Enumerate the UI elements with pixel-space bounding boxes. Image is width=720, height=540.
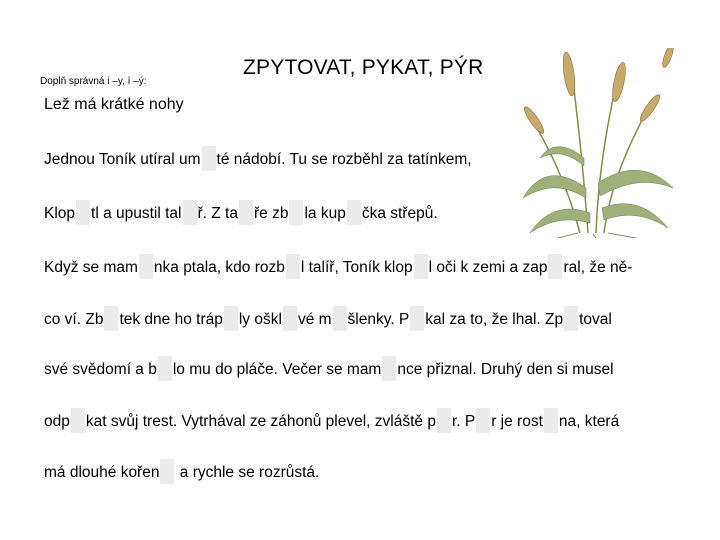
blank-gap[interactable] [333, 306, 347, 331]
blank-gap[interactable] [158, 356, 172, 381]
text-segment: co ví. Zb [44, 311, 104, 328]
blank-gap[interactable] [286, 254, 300, 279]
blank-gap[interactable] [76, 200, 90, 225]
text-segment: kat svůj trest. Vytrhával ze záhonů plevel, zvláště p [85, 413, 436, 430]
text-segment: toval [579, 311, 612, 328]
text-segment: Jednou Toník utíral um [44, 151, 201, 168]
exercise-line [44, 306, 612, 331]
text-segment: odp [44, 413, 70, 430]
text-segment: má dlouhé kořen [44, 464, 160, 481]
text-segment: ř. Z ta [197, 205, 238, 222]
exercise-line [44, 254, 632, 279]
text-segment: Klop [44, 205, 76, 222]
text-segment: nka ptala, kdo rozb [153, 259, 285, 276]
blank-gap[interactable] [544, 408, 558, 433]
subtitle: Lež má krátké nohy [44, 96, 184, 113]
text-segment: té nádobí. Tu se rozběhl za tatínkem, [216, 151, 472, 168]
blank-gap[interactable] [548, 254, 562, 279]
page-title: ZPYTOVAT, PYKAT, PÝR [243, 56, 484, 79]
text-segment: ly oškl [238, 311, 282, 328]
text-segment: vé m [297, 311, 332, 328]
blank-gap[interactable] [414, 254, 428, 279]
text-segment: své svědomí a b [44, 361, 157, 378]
blank-gap[interactable] [202, 146, 216, 171]
text-segment: kal za to, že lhal. Zp [425, 311, 564, 328]
blank-gap[interactable] [239, 200, 253, 225]
text-segment: čka střepů. [361, 205, 438, 222]
text-segment: tek dne ho tráp [119, 311, 223, 328]
blank-gap[interactable] [382, 356, 396, 381]
exercise-line [44, 408, 619, 433]
blank-gap[interactable] [224, 306, 238, 331]
text-segment: a rychle se rozrůstá. [175, 464, 320, 481]
text-segment: l talíř, Toník klop [300, 259, 413, 276]
text-segment: l oči k zemi a zap [428, 259, 548, 276]
text-segment: tl a upustil tal [91, 205, 182, 222]
text-segment: r. P [451, 413, 476, 430]
blank-gap[interactable] [476, 408, 490, 433]
blank-gap[interactable] [104, 306, 118, 331]
blank-gap[interactable] [160, 459, 174, 484]
text-segment: lo mu do pláče. Večer se mam [172, 361, 382, 378]
exercise-line [44, 459, 319, 484]
blank-gap[interactable] [283, 306, 297, 331]
text-segment: nce přiznal. Druhý den si musel [397, 361, 614, 378]
blank-gap[interactable] [139, 254, 153, 279]
blank-gap[interactable] [410, 306, 424, 331]
text-segment: šlenky. P [347, 311, 410, 328]
blank-gap[interactable] [289, 200, 303, 225]
blank-gap[interactable] [437, 408, 451, 433]
blank-gap[interactable] [71, 408, 85, 433]
text-segment: la kup [304, 205, 346, 222]
blank-gap[interactable] [347, 200, 361, 225]
text-segment: Když se mam [44, 259, 138, 276]
grass-plant-icon [518, 48, 678, 238]
blank-gap[interactable] [183, 200, 197, 225]
instruction-text: Doplň správná i –y, í –ý: [40, 76, 147, 87]
text-segment: ral, že ně- [563, 259, 633, 276]
text-segment: na, která [558, 413, 620, 430]
exercise-line [44, 146, 472, 171]
text-segment: ře zb [253, 205, 289, 222]
exercise-line [44, 356, 614, 381]
exercise-line [44, 200, 438, 225]
text-segment: r je rost [491, 413, 543, 430]
blank-gap[interactable] [564, 306, 578, 331]
